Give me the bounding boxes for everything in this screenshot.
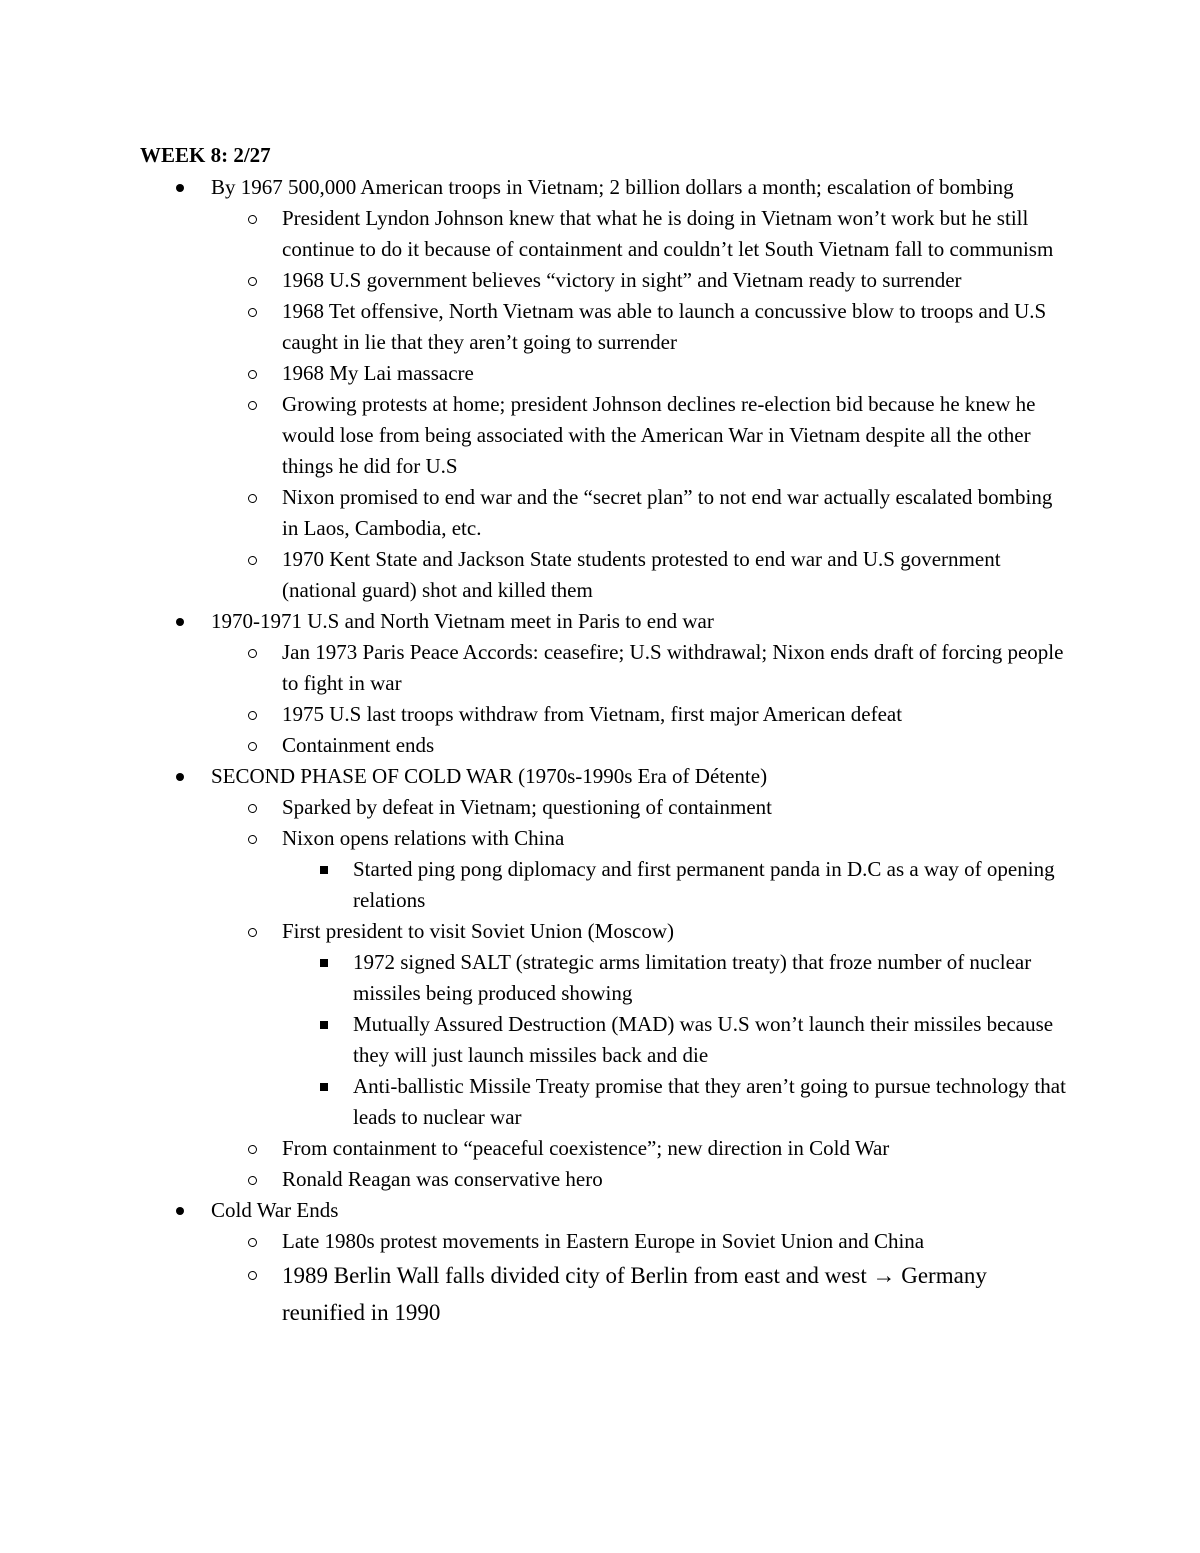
list-item-text: 1968 My Lai massacre (282, 361, 474, 385)
circle-bullet-icon (211, 389, 282, 420)
circle-bullet-icon (211, 1226, 282, 1257)
list-item-text: 1975 U.S last troops withdraw from Vietnam, first major American defeat (282, 702, 903, 726)
list-item (211, 265, 1070, 296)
list-item-text: Jan 1973 Paris Peace Accords: ceasefire; U.S withdrawal; Nixon ends draft of forcing people to fight in war (282, 640, 1064, 695)
list-item (140, 606, 1070, 761)
list-item-text: 1968 U.S government believes “victory in sight” and Vietnam ready to surrender (282, 268, 962, 292)
list-item (282, 1009, 1070, 1071)
list-item (211, 296, 1070, 358)
circle-bullet-icon (211, 792, 282, 823)
circle-bullet-icon (211, 916, 282, 947)
list-item-text: First president to visit Soviet Union (Moscow) (282, 919, 674, 943)
list-item-text: 1968 Tet offensive, North Vietnam was able to launch a concussive blow to troops and U.S caught in lie that they aren’t going to surrender (282, 299, 1047, 354)
circle-bullet-icon (211, 1164, 282, 1195)
sub-list (211, 203, 1070, 606)
list-item (282, 854, 1070, 916)
list-item-text: Anti-ballistic Missile Treaty promise that they aren’t going to pursue technology that leads to nuclear war (353, 1074, 1066, 1129)
list-item (282, 947, 1070, 1009)
circle-bullet-icon (211, 637, 282, 668)
list-item-text: 1972 signed SALT (strategic arms limitation treaty) that froze number of nuclear missiles being produced showing (353, 950, 1032, 1005)
list-item-text: 1989 Berlin Wall falls divided city of Berlin from east and west → Germany reunified in 1990 (282, 1263, 987, 1325)
sub-list (211, 637, 1070, 761)
circle-bullet-icon (211, 265, 282, 296)
circle-bullet-icon (211, 482, 282, 513)
list-item (140, 1195, 1070, 1331)
list-item-text: Growing protests at home; president Johnson declines re-election bid because he knew he would lose from being associated with the American War in Vietnam despite all the other things he did for U.S (282, 392, 1036, 478)
list-item-text: From containment to “peaceful coexistence”; new direction in Cold War (282, 1136, 890, 1160)
list-item-text: Ronald Reagan was conservative hero (282, 1167, 603, 1191)
circle-bullet-icon (211, 203, 282, 234)
list-item-text: Sparked by defeat in Vietnam; questioning of containment (282, 795, 772, 819)
list-item-text: By 1967 500,000 American troops in Vietnam; 2 billion dollars a month; escalation of bombing (211, 175, 1014, 199)
list-item (211, 389, 1070, 482)
disc-bullet-icon (140, 761, 211, 792)
list-item (211, 358, 1070, 389)
list-item (211, 1257, 1070, 1331)
list-item (211, 823, 1070, 916)
notes-content (140, 140, 1070, 1331)
list-item-text: SECOND PHASE OF COLD WAR (1970s-1990s Era of Détente) (211, 764, 768, 788)
list-item (211, 699, 1070, 730)
circle-bullet-icon (211, 296, 282, 327)
list-item (140, 172, 1070, 606)
circle-bullet-icon (211, 544, 282, 575)
list-item (211, 637, 1070, 699)
sub-list (282, 854, 1070, 916)
page-title: WEEK 8: 2/27 (140, 143, 271, 167)
list-item (211, 730, 1070, 761)
disc-bullet-icon (140, 172, 211, 203)
disc-bullet-icon (140, 1195, 211, 1226)
circle-bullet-icon (211, 730, 282, 761)
sub-list (211, 1226, 1070, 1331)
circle-bullet-icon (211, 358, 282, 389)
circle-bullet-icon (211, 699, 282, 730)
list-item (211, 1226, 1070, 1257)
square-bullet-icon (282, 1071, 353, 1102)
list-item-text: President Lyndon Johnson knew that what he is doing in Vietnam won’t work but he still continue to do it because of containment and couldn’t let South Vietnam fall to communism (282, 206, 1054, 261)
square-bullet-icon (282, 947, 353, 978)
list-item (211, 792, 1070, 823)
list-item-text: Nixon opens relations with China (282, 826, 565, 850)
square-bullet-icon (282, 1009, 353, 1040)
list-item (211, 916, 1070, 1133)
square-bullet-icon (282, 854, 353, 885)
outline-list (140, 172, 1070, 1331)
list-item-text: Mutually Assured Destruction (MAD) was U.S won’t launch their missiles because they will just launch missiles back and die (353, 1012, 1054, 1067)
list-item-text: Started ping pong diplomacy and first permanent panda in D.C as a way of opening relations (353, 857, 1055, 912)
list-item (211, 544, 1070, 606)
sub-list (211, 792, 1070, 1195)
list-item (211, 482, 1070, 544)
list-item (282, 1071, 1070, 1133)
list-item (211, 1164, 1070, 1195)
list-item (211, 203, 1070, 265)
list-item-text: Containment ends (282, 733, 435, 757)
circle-bullet-icon (211, 1257, 282, 1288)
list-item (140, 761, 1070, 1195)
circle-bullet-icon (211, 823, 282, 854)
circle-bullet-icon (211, 1133, 282, 1164)
list-item-text: 1970 Kent State and Jackson State students protested to end war and U.S government (national guard) shot and killed them (282, 547, 1001, 602)
disc-bullet-icon (140, 606, 211, 637)
sub-list (282, 947, 1070, 1133)
list-item-text: Cold War Ends (211, 1198, 339, 1222)
list-item-text: Late 1980s protest movements in Eastern Europe in Soviet Union and China (282, 1229, 925, 1253)
list-item-text: 1970-1971 U.S and North Vietnam meet in Paris to end war (211, 609, 714, 633)
list-item-text: Nixon promised to end war and the “secret plan” to not end war actually escalated bombing in Laos, Cambodia, etc. (282, 485, 1053, 540)
list-item (211, 1133, 1070, 1164)
